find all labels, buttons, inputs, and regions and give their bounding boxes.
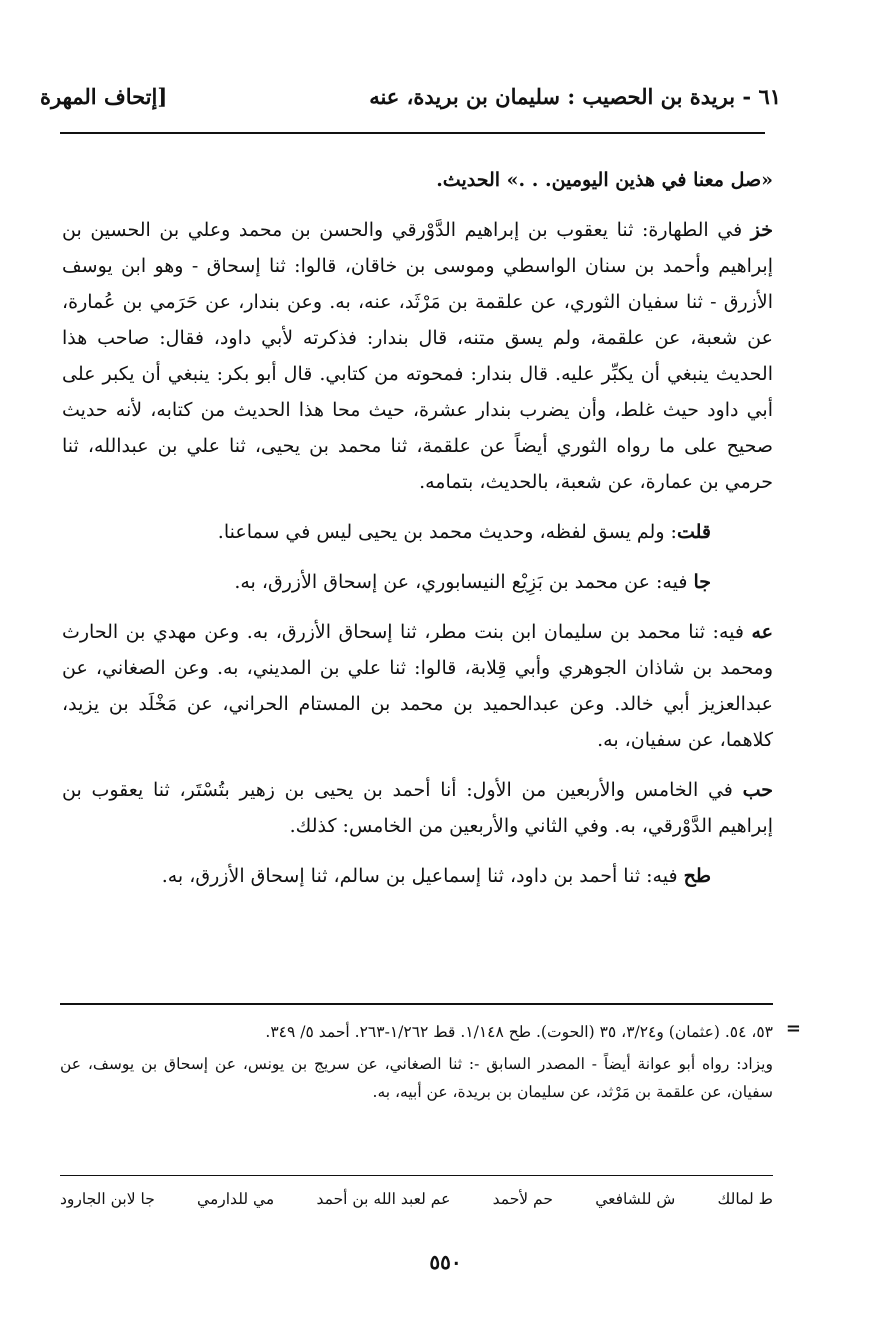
footnote-line: ويزاد: رواه أبو عوانة أيضاً - المصدر السابق -: ثنا الصغاني، عن سريج بن يونس، عن إسحاق بن يوسف، عن سفيان، عن علقمة بن مَرْثد، عن سليمان بن بريدة، عن أبيه، به. xyxy=(60,1055,773,1101)
abbreviation-item: ش للشافعي xyxy=(595,1190,676,1208)
header-title: ٦١ - بريدة بن الحصيب : سليمان بن بريدة، عنه xyxy=(369,84,781,109)
source-label: طح xyxy=(683,865,711,887)
abbreviations-key xyxy=(60,1190,773,1208)
footnote-continuation-marker: = xyxy=(785,1018,801,1039)
source-label: عه xyxy=(751,621,773,643)
paragraph-text: فيه: عن محمد بن بَزِيْع النيسابوري، عن إسحاق الأزرق، به. xyxy=(234,571,694,593)
paragraph-text: «صل معنا في هذين اليومين. . .» الحديث. xyxy=(436,169,773,191)
paragraph-qultu xyxy=(62,514,773,550)
running-header xyxy=(40,84,781,116)
abbreviation-item: حم لأحمد xyxy=(492,1190,553,1208)
paragraph-text: في الطهارة: ثنا يعقوب بن إبراهيم الدَّوْرقي والحسن بن محمد وعلي بن الحسين بن إبراهيم وأحمد بن سنان الواسطي وموسى بن خاقان، قالوا: ثنا إسحاق - وهو ابن يوسف الأزرق - ثنا سفيان الثوري، عن علقمة بن مَرْثَد، عنه، به. وعن بندار، عن حَرَمي بن عُمارة، عن شعبة، عن علقمة، ولم يسق متنه، قال بندار: فذكرته لأبي داود، فقال: صاحب هذا الحديث ينبغي أن يكبِّر عليه. قال بندار: فمحوته من كتابي. قال أبو بكر: ينبغي أن يكبر على أبي داود حيث غلط، وأن يضرب بندار عشرة، حيث محا هذا الحديث من كتابه، لأنه حديث صحيح على ما رواه الثوري أيضاً عن علقمة، ثنا محمد بن يحيى، ثنا علي بن عبدالله، ثنا حرمي بن عمارة، عن شعبة، بالحديث، بتمامه. xyxy=(62,219,773,493)
paragraph-text: فيه: ثنا أحمد بن داود، ثنا إسماعيل بن سالم، ثنا إسحاق الأزرق، به. xyxy=(161,865,684,887)
abbreviation-item: مي للدارمي xyxy=(197,1190,275,1208)
paragraph-text: : ولم يسق لفظه، وحديث محمد بن يحيى ليس في سماعنا. xyxy=(217,521,677,543)
paragraph-tahawi xyxy=(62,858,773,894)
source-label: حب xyxy=(742,779,773,801)
abbreviations-divider xyxy=(60,1175,773,1176)
header-divider xyxy=(60,132,765,134)
paragraph-khuzayma xyxy=(62,212,773,500)
footnote-divider xyxy=(60,1003,773,1005)
paragraph-ibn-jarud xyxy=(62,564,773,600)
source-label: خز xyxy=(750,219,773,241)
paragraph-abu-awana xyxy=(62,614,773,758)
header-book-name: [إتحاف المهرة xyxy=(40,84,168,109)
paragraph-text: فيه: ثنا محمد بن سليمان ابن بنت مطر، ثنا إسحاق الأزرق، به. وعن مهدي بن الحارث ومحمد بن شاذان الجوهري وأبي قِلابة، قالوا: ثنا علي بن المديني، به. وعن الصغاني، عن عبدالعزيز أبي خالد. وعن عبدالحميد بن محمد بن المستام الحراني، عن مَخْلَد بن يزيد، كلاهما، عن سفيان، به. xyxy=(62,621,773,751)
paragraph-text: في الخامس والأربعين من الأول: أنا أحمد بن يحيى بن زهير بتُسْتَر، ثنا يعقوب بن إبراهيم الدَّوْرقي، به. وفي الثاني والأربعين من الخامس: كذلك. xyxy=(62,779,773,837)
footnotes xyxy=(60,1018,773,1110)
abbreviation-item: جا لابن الجارود xyxy=(60,1190,155,1208)
main-text xyxy=(62,162,773,908)
paragraph-ibn-hibban xyxy=(62,772,773,844)
source-label: قلت xyxy=(676,521,711,543)
abbreviation-item: ط لمالك xyxy=(717,1190,773,1208)
page-number: ٥٥٠ xyxy=(429,1250,462,1274)
paragraph-hadith-end xyxy=(62,162,773,198)
abbreviation-item: عم لعبد الله بن أحمد xyxy=(316,1190,451,1208)
footnote-line: ٥٣، ٥٤. (عثمان) و٣/٢٤، ٣٥ (الحوت). طح ١/١٤٨. قط ١/٢٦٢-٢٦٣. أحمد ٥/ ٣٤٩. xyxy=(265,1023,773,1041)
source-label: جا xyxy=(693,571,711,593)
